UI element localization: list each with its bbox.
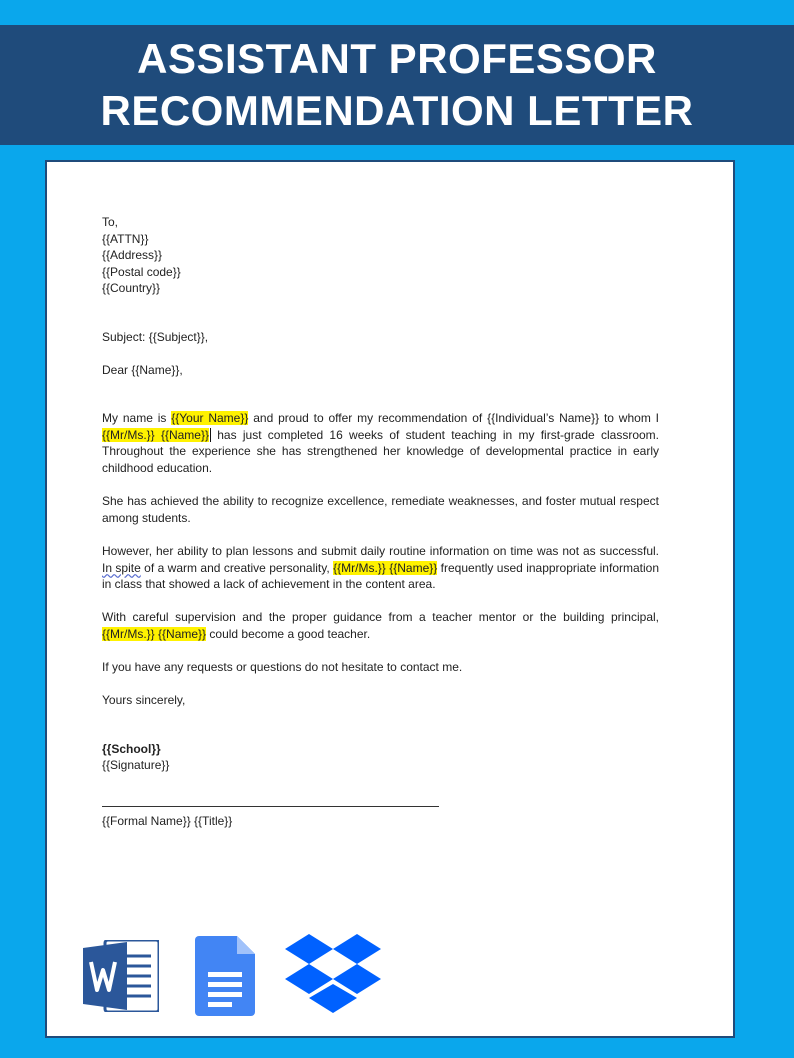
title-banner — [0, 25, 794, 145]
text-run: My name is — [102, 411, 172, 426]
document-page — [45, 160, 735, 1038]
microsoft-word-icon[interactable] — [83, 940, 159, 1012]
letter-body — [102, 214, 659, 830]
text-run: of a warm and creative personality, — [140, 560, 334, 575]
highlighted-placeholder: {{Mr/Ms.}} {{Name}} — [102, 626, 207, 641]
greeting: Dear {{Name}}, — [102, 362, 183, 377]
spellcheck-underline: In spite — [102, 560, 141, 575]
text-run: and proud to offer my recommendation of {{Individual’s Name}} to whom I — [248, 411, 659, 426]
text-run: However, her ability to plan lessons and submit daily routine information on time was not as successful. — [102, 543, 659, 558]
closing: Yours sincerely, — [102, 693, 186, 708]
highlighted-placeholder: {{Your Name}} — [171, 411, 249, 426]
signature-line — [102, 806, 439, 813]
address-line-postal: {{Postal code}} — [102, 264, 181, 279]
paragraph-concerns — [102, 543, 659, 593]
paragraph-intro — [102, 410, 659, 476]
paragraph-achievement: She has achieved the ability to recognize excellence, remediate weaknesses, and foster mutual respect among students. — [102, 494, 659, 525]
paragraph-guidance — [102, 609, 659, 642]
address-line-country: {{Country}} — [102, 281, 161, 296]
address-line-to: To, — [102, 215, 119, 229]
title-line-2: RECOMMENDATION LETTER — [100, 87, 694, 134]
school-placeholder: {{School}} — [102, 741, 161, 756]
signature-placeholder: {{Signature}} — [102, 758, 170, 773]
dropbox-icon[interactable] — [285, 934, 381, 1022]
text-run: has just completed 16 weeks of student teaching in my first-grade classroom. Throughout the experience she has strengthened her knowledge of developmental practice in early childhood education. — [102, 427, 659, 475]
title-line-1: ASSISTANT PROFESSOR — [137, 35, 657, 82]
text-run: With careful supervision and the proper guidance from a teacher mentor or the building principal, — [102, 610, 659, 625]
text-run: could become a good teacher. — [206, 626, 371, 641]
paragraph-contact: If you have any requests or questions do not hesitate to contact me. — [102, 660, 463, 675]
subject-line: Subject: {{Subject}}, — [102, 329, 209, 344]
address-line-attn: {{ATTN}} — [102, 231, 149, 246]
google-docs-icon[interactable] — [195, 936, 255, 1016]
highlighted-placeholder: {{Mr/Ms.}} {{Name}} — [333, 560, 438, 575]
highlighted-placeholder: {{Mr/Ms.}} {{Name}} — [102, 427, 209, 442]
text-run: frequently used inappropriate information in class that showed a lack of achievement in the content area. — [102, 560, 660, 592]
address-line-address: {{Address}} — [102, 248, 163, 263]
formal-name-title: {{Formal Name}} {{Title}} — [102, 814, 233, 829]
